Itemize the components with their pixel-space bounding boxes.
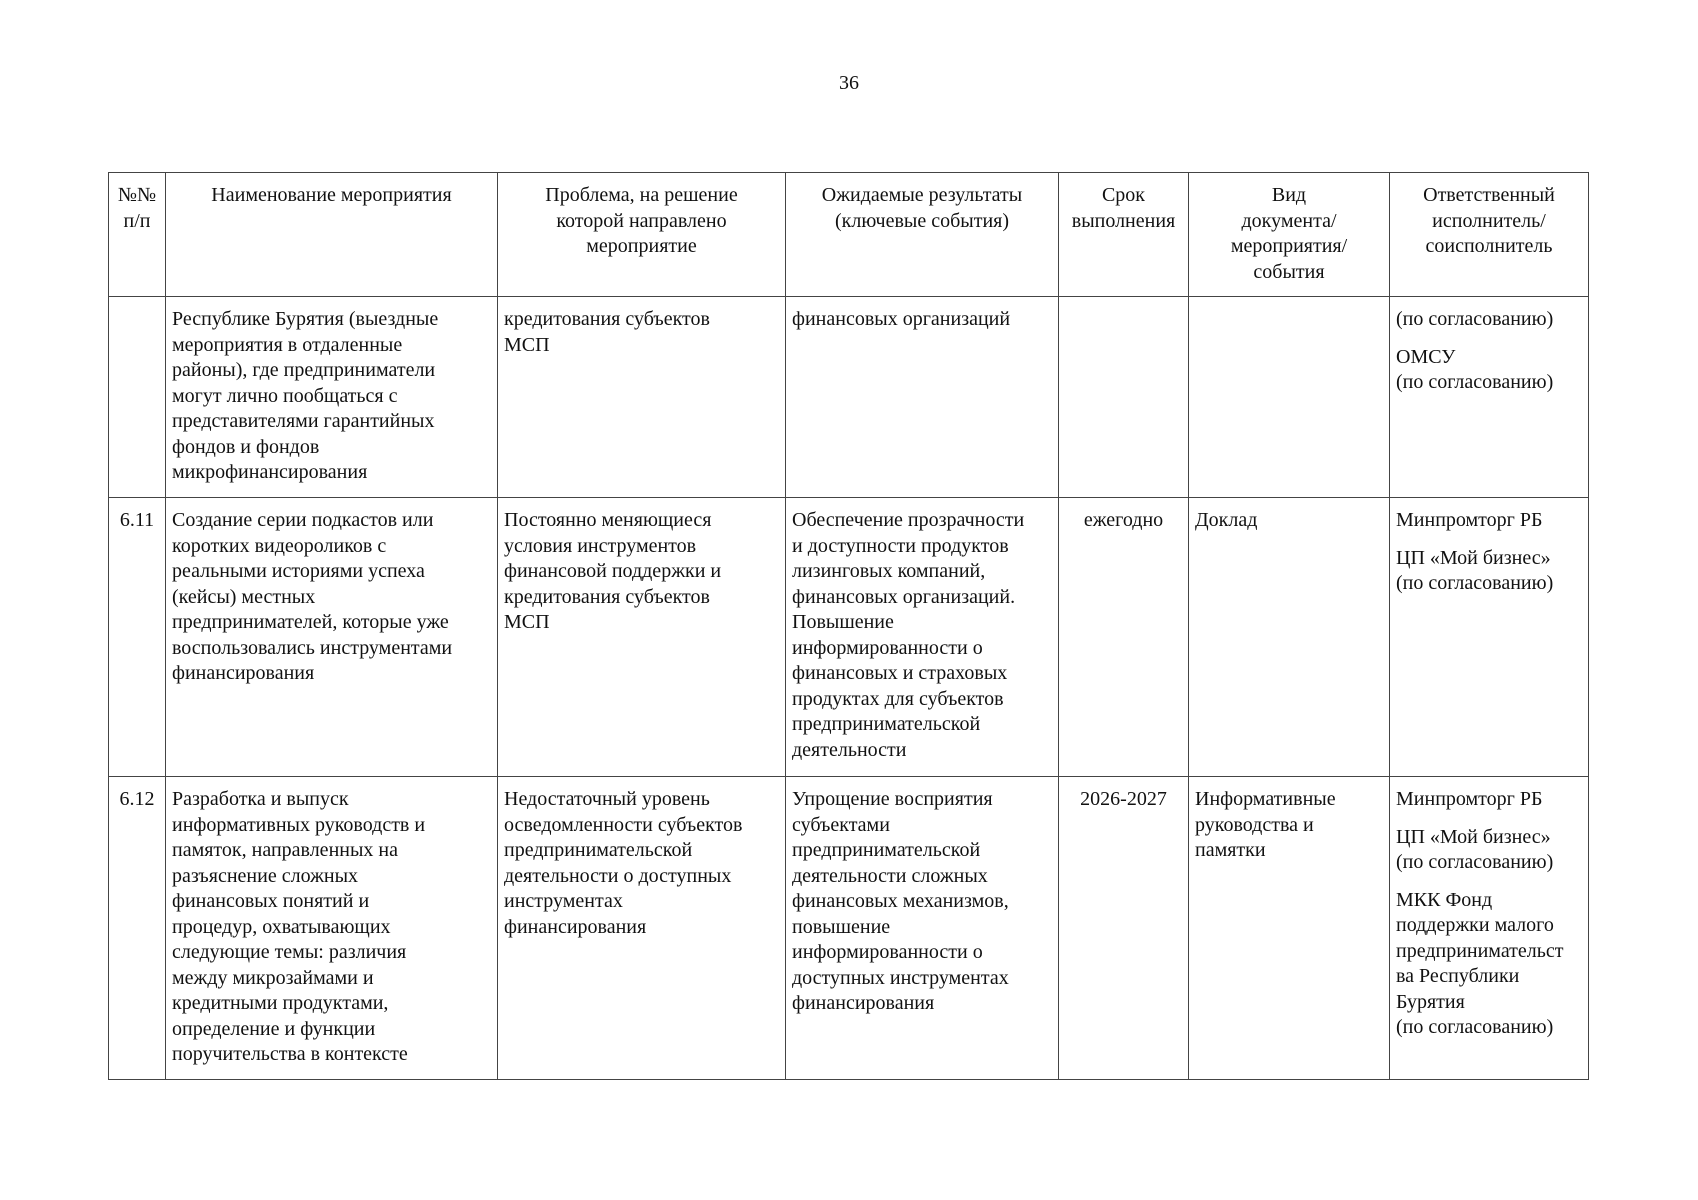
row-name: Создание серии подкастов или коротких видеороликов с реальными историями успеха (кейсы) местных предпринимателей, которые уже воспользовались инструментами финансирования <box>166 498 498 777</box>
header-doc: Вид документа/ мероприятия/ события <box>1189 173 1390 297</box>
table-row <box>109 297 1589 498</box>
header-name: Наименование мероприятия <box>166 173 498 297</box>
row-problem: Постоянно меняющиеся условия инструментов финансовой поддержки и кредитования субъектов МСП <box>498 498 786 777</box>
row-number <box>109 297 166 498</box>
row-name: Разработка и выпуск информативных руководств и памяток, направленных на разъяснение сложных финансовых понятий и процедур, охватывающих следующие темы: различия между микрозаймами и кредитными продуктами, определение и функции поручительства в контексте <box>166 777 498 1080</box>
responsible-entry: Минпромторг РБ <box>1396 509 1543 531</box>
row-number: 6.11 <box>109 498 166 777</box>
row-doc: Доклад <box>1189 498 1390 777</box>
row-problem: Недостаточный уровень осведомленности субъектов предпринимательской деятельности о доступных инструментах финансирования <box>498 777 786 1080</box>
table-row <box>109 498 1589 777</box>
row-name: Республике Бурятия (выездные мероприятия в отдаленные районы), где предприниматели могут лично пообщаться с представителями гарантийных фондов и фондов микрофинансирования <box>166 297 498 498</box>
header-num: №№ п/п <box>109 173 166 297</box>
row-responsible <box>1390 498 1589 777</box>
row-term: ежегодно <box>1059 498 1189 777</box>
row-number: 6.12 <box>109 777 166 1080</box>
responsible-entry: (по согласованию) <box>1396 308 1554 330</box>
row-results: финансовых организаций <box>786 297 1059 498</box>
page-number: 36 <box>839 72 859 94</box>
table-header-row <box>109 173 1589 297</box>
header-problem: Проблема, на решение которой направлено мероприятие <box>498 173 786 297</box>
header-resp: Ответственный исполнитель/ соисполнитель <box>1390 173 1589 297</box>
responsible-entry: ОМСУ (по согласованию) <box>1396 345 1554 393</box>
row-responsible <box>1390 297 1589 498</box>
responsible-entry: ЦП «Мой бизнес» (по согласованию) <box>1396 546 1554 594</box>
action-plan-table <box>108 172 1589 1080</box>
table-row <box>109 777 1589 1080</box>
row-results: Обеспечение прозрачности и доступности продуктов лизинговых компаний, финансовых организаций. Повышение информированности о финансовых и страховых продуктах для субъектов предпринимательской деятельности <box>786 498 1059 777</box>
row-doc <box>1189 297 1390 498</box>
responsible-entry: ЦП «Мой бизнес» (по согласованию) <box>1396 825 1554 873</box>
row-responsible <box>1390 777 1589 1080</box>
header-term: Срок выполнения <box>1059 173 1189 297</box>
row-term <box>1059 297 1189 498</box>
responsible-entry: Минпромторг РБ <box>1396 788 1543 810</box>
responsible-entry: МКК Фонд поддержки малого предпринимательст ва Республики Бурятия (по согласованию) <box>1396 888 1564 1038</box>
row-doc: Информативные руководства и памятки <box>1189 777 1390 1080</box>
row-results: Упрощение восприятия субъектами предпринимательской деятельности сложных финансовых механизмов, повышение информированности о доступных инструментах финансирования <box>786 777 1059 1080</box>
row-problem: кредитования субъектов МСП <box>498 297 786 498</box>
row-term: 2026-2027 <box>1059 777 1189 1080</box>
header-results: Ожидаемые результаты (ключевые события) <box>786 173 1059 297</box>
